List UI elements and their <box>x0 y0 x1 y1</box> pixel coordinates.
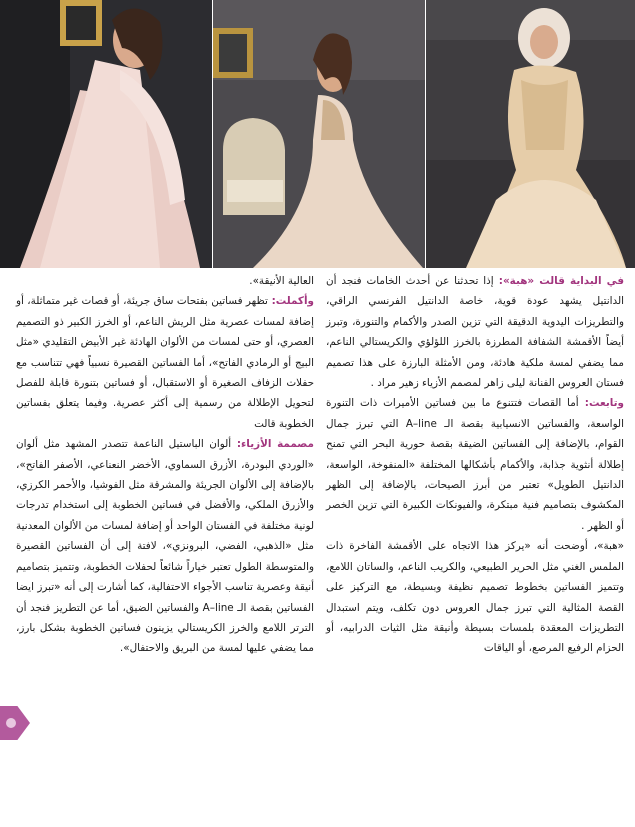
paragraph-text: تظهر فساتين بفتحات ساق جريئة، أو قصات غير متماثلة، أو إضافة لمسات عصرية مثل الريش الناعم، أو الخرز الكبير ذو التصميم العصري، أو حتى لمسات من الألوان الهادئة غير الأبيض التقليدي «مثل البيج أو الرمادي الفاتح»، أما الفساتين القصيرة نسبياً فهي تتناسب مع حفلات الزفاف الصغيرة أو الاستقبال، أو فساتين بتنورة قابلة للفصل لتحويل الإطلالة من رسمية إلى أكثر عصرية. وفيما يتعلق بفساتين الخطوبة قالت <box>16 295 314 430</box>
paragraph <box>326 271 624 393</box>
paragraph-text: إذا تحدثنا عن أحدث الخامات فنجد أن الدانتيل يشهد عودة قوية، خاصة الدانتيل الفرنسي الراقي، والتطريزات اليدوية الدقيقة التي تزين الصدر والأكمام والتنورة، وتبرز أيضاً الأقمشة الشفافة المطرزة بالخرز اللؤلؤي والكريستالي الناعم، مما يضفي لمسة ملكية هادئة، ومن الأمثلة البارزة على هذا تصميم فستان العروس الفنانة ليلى زاهر لمصمم الأزياء زهير مراد . <box>326 275 624 390</box>
paragraph <box>326 536 624 658</box>
paragraph <box>16 271 314 291</box>
article-column-right <box>326 271 624 659</box>
paragraph-text: العالية الأنيقة». <box>249 275 314 287</box>
photo-strip <box>0 0 635 268</box>
paragraph-lead: وتابعت: <box>578 397 624 410</box>
paragraph-lead: وأكملت: <box>267 295 314 308</box>
paragraph-lead: في البداية قالت «هبة»: <box>493 275 624 287</box>
bride-pink-tulle-dress-photo <box>0 0 212 268</box>
page-tab-marker <box>0 706 30 740</box>
paragraph <box>16 291 314 434</box>
bride-mermaid-dress-beside-armchair-photo <box>213 0 425 268</box>
article-column-left <box>16 271 314 659</box>
paragraph-text: أما القصات فتتنوع ما بين فساتين الأميرات ذات التنورة الواسعة، والفساتين الانسيابية بقصة الـ A–line التي تبرز جمال القوام، بالإضافة إلى الفساتين الضيقة بقصة حورية البحر التي تمنح إطلالة أنثوية جذابة، والأكمام بأشكالها المختلفة «المنفوخة، الواسعة، الدانتيل الطويل» تعتبر من أبرز الصيحات، بالإضافة إلى الظهر المكشوف بتصاميم فنية مبتكرة، والفيونكات الكبيرة التي تزين الخصر أو الظهر . <box>326 397 624 532</box>
paragraph <box>326 393 624 536</box>
paragraph <box>16 434 314 658</box>
paragraph-text: «هبة»، أوضحت أنه «يركز هذا الاتجاه على الأقمشة الفاخرة ذات الملمس الغني مثل الحرير الطبيعي، والكريب الناعم، والساتان اللامع، وتتميز الفساتين بخطوط تصميم نظيفة وبسيطة، مع التركيز على القصة المثالية التي تبرز جمال العروس دون تكلف، ويتم استبدال التطريزات المعقدة بلمسات بسيطة وأنيقة مثل الثيات الدرابيه، أو الحزام الرفيع المرصع، أو الياقات <box>326 540 624 655</box>
bride-hijab-champagne-gown-photo <box>426 0 635 268</box>
paragraph-lead: مصممة الأزياء: <box>231 438 314 451</box>
paragraph-text: ألوان الباستيل الناعمة تتصدر المشهد مثل ألوان «الوردي البودرة، الأزرق السماوي، الأخضر النعناعي، الأصفر الفاتح»، بالإضافة إلى الألوان الجريئة والمشرقة مثل الفوشيا، والأحمر الكرزي، والأزرق الملكي، والأفضل في فساتين الخطوبة إلى استخدام تدرجات لونية مختلفة في الفستان الواحد أو إضافة لمسات من الألوان المعدنية مثل «الذهبي، الفضي، البرونزي»، لافتة إلى أن الفساتين القصيرة والمتوسطة الطول تعتبر خياراً شائعاً لحفلات الخطوبة، وتتميز بتصاميم أنيقة وعصرية تناسب الأجواء الاحتفالية، كما أشارت إلى أنه «تبرز ايضا الفساتين بقصة الـ A–line والفساتين الضيق، أما عن التطريز فنجد أن الترتر اللامع والخرز الكريستالي يزينون فساتين الخطوبة بشكل بارز، مما يضفي عليها لمسة من البريق والاحتفال». <box>16 438 314 655</box>
